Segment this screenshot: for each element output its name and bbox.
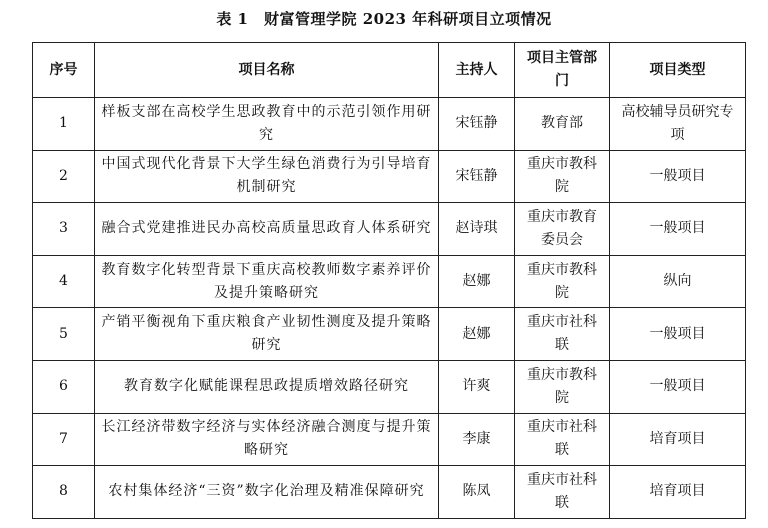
header-dept: 项目主管部门 bbox=[515, 43, 610, 98]
cell-host: 赵娜 bbox=[439, 308, 515, 361]
cell-host: 李康 bbox=[439, 413, 515, 466]
cell-no: 7 bbox=[33, 413, 95, 466]
cell-type: 培育项目 bbox=[610, 413, 746, 466]
cell-name: 长江经济带数字经济与实体经济融合测度与提升策略研究 bbox=[95, 413, 439, 466]
table-row bbox=[33, 466, 746, 519]
cell-name: 教育数字化转型背景下重庆高校教师数字素养评价及提升策略研究 bbox=[95, 255, 439, 308]
cell-name: 农村集体经济“三资”数字化治理及精准保障研究 bbox=[95, 466, 439, 519]
cell-name: 产销平衡视角下重庆粮食产业韧性测度及提升策略研究 bbox=[95, 308, 439, 361]
cell-dept: 重庆市社科联 bbox=[515, 466, 610, 519]
header-host: 主持人 bbox=[439, 43, 515, 98]
cell-no: 1 bbox=[33, 98, 95, 151]
table-row bbox=[33, 255, 746, 308]
cell-host: 赵娜 bbox=[439, 255, 515, 308]
cell-no: 3 bbox=[33, 203, 95, 256]
table-row bbox=[33, 150, 746, 203]
cell-host: 宋钰静 bbox=[439, 150, 515, 203]
cell-dept: 重庆市教科院 bbox=[515, 255, 610, 308]
cell-name: 中国式现代化背景下大学生绿色消费行为引导培育机制研究 bbox=[95, 150, 439, 203]
cell-dept: 重庆市社科联 bbox=[515, 413, 610, 466]
cell-dept: 重庆市社科联 bbox=[515, 308, 610, 361]
cell-name: 教育数字化赋能课程思政提质增效路径研究 bbox=[95, 360, 439, 413]
header-no: 序号 bbox=[33, 43, 95, 98]
cell-host: 许爽 bbox=[439, 360, 515, 413]
cell-type: 一般项目 bbox=[610, 203, 746, 256]
cell-no: 2 bbox=[33, 150, 95, 203]
cell-host: 赵诗琪 bbox=[439, 203, 515, 256]
cell-no: 6 bbox=[33, 360, 95, 413]
table-row bbox=[33, 98, 746, 151]
table-row bbox=[33, 203, 746, 256]
cell-name: 样板支部在高校学生思政教育中的示范引领作用研究 bbox=[95, 98, 439, 151]
cell-host: 宋钰静 bbox=[439, 98, 515, 151]
cell-dept: 重庆市教科院 bbox=[515, 150, 610, 203]
table-header-row bbox=[33, 43, 746, 98]
header-type: 项目类型 bbox=[610, 43, 746, 98]
cell-type: 一般项目 bbox=[610, 308, 746, 361]
table-row bbox=[33, 413, 746, 466]
cell-name: 融合式党建推进民办高校高质量思政育人体系研究 bbox=[95, 203, 439, 256]
cell-type: 培育项目 bbox=[610, 466, 746, 519]
cell-dept: 教育部 bbox=[515, 98, 610, 151]
cell-dept: 重庆市教科院 bbox=[515, 360, 610, 413]
cell-type: 一般项目 bbox=[610, 150, 746, 203]
cell-host: 陈凤 bbox=[439, 466, 515, 519]
table-caption: 表 1 财富管理学院 2023 年科研项目立项情况 bbox=[216, 10, 552, 28]
cell-dept: 重庆市教育委员会 bbox=[515, 203, 610, 256]
cell-no: 8 bbox=[33, 466, 95, 519]
header-name: 项目名称 bbox=[95, 43, 439, 98]
cell-type: 高校辅导员研究专项 bbox=[610, 98, 746, 151]
cell-no: 5 bbox=[33, 308, 95, 361]
table-row bbox=[33, 308, 746, 361]
cell-no: 4 bbox=[33, 255, 95, 308]
projects-table bbox=[32, 42, 746, 519]
table-row bbox=[33, 360, 746, 413]
cell-type: 纵向 bbox=[610, 255, 746, 308]
cell-type: 一般项目 bbox=[610, 360, 746, 413]
